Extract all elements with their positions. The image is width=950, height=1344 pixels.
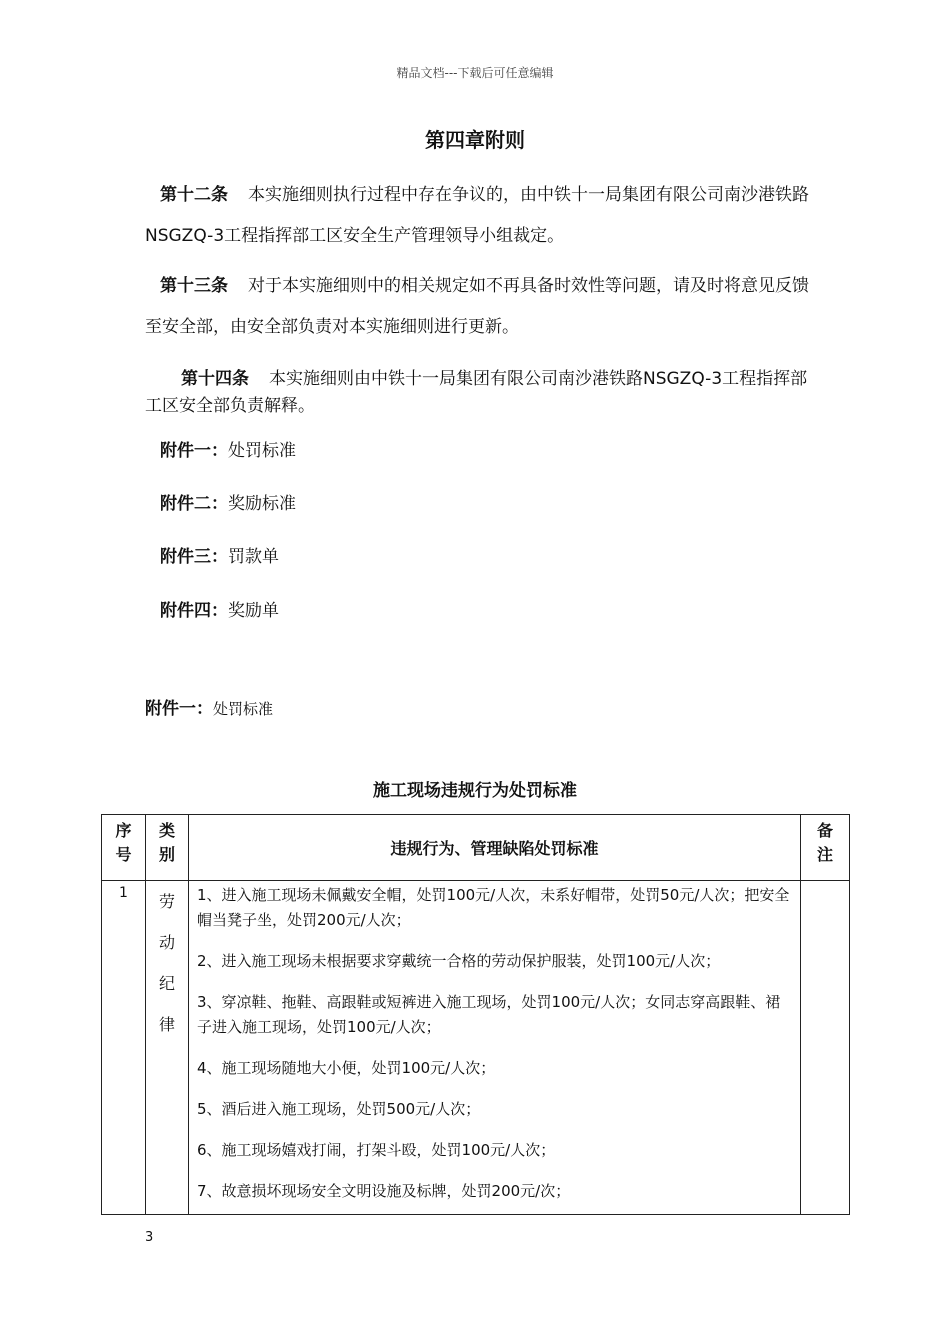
header-seq-line: 序	[115, 821, 132, 840]
page-header-note: 精品文档---下载后可任意编辑	[396, 66, 554, 80]
chapter-title: 第四章附则	[425, 128, 525, 152]
article-13-text: 对于本实施细则中的相关规定如不再具备时效性等问题，请及时将意见反馈至安全部，由安全部负责对本实施细则进行更新。	[145, 276, 809, 337]
header-remark-line: 备	[816, 821, 833, 840]
table-header-row	[102, 815, 850, 881]
table-title: 施工现场违规行为处罚标准	[373, 781, 577, 801]
article-12-text: 本实施细则执行过程中存在争议的，由中铁十一局集团有限公司南沙港铁路NSGZQ-3工程指挥部工区安全生产管理领导小组裁定。	[145, 185, 809, 246]
attachment-label: 附件一：	[160, 441, 228, 461]
article-13-label: 第十三条	[160, 276, 228, 296]
attachment-item	[160, 489, 296, 514]
attachment-heading	[145, 694, 273, 719]
attachment-label: 附件二：	[160, 494, 228, 514]
page-number: 3	[145, 1230, 154, 1245]
penalty-item: 2、进入施工现场未根据要求穿戴统一合格的劳动保护服装，处罚100元/人次；	[197, 952, 721, 970]
penalty-item: 3、穿凉鞋、拖鞋、高跟鞋或短裤进入施工现场，处罚100元/人次；女同志穿高跟鞋、裙子进入施工现场，处罚100元/人次；	[197, 993, 781, 1036]
article-12-label: 第十二条	[160, 185, 228, 205]
row-penalty-items	[189, 881, 801, 1215]
category-char: 动	[158, 933, 175, 952]
penalty-item: 4、施工现场随地大小便，处罚100元/人次；	[197, 1059, 496, 1077]
header-content: 违规行为、管理缺陷处罚标准	[189, 815, 801, 881]
attachment-heading-label: 附件一：	[145, 699, 213, 719]
attachment-name: 处罚标准	[228, 441, 296, 461]
attachment-name: 奖励单	[228, 601, 279, 621]
table-row	[102, 881, 850, 1215]
row-seq: 1	[102, 881, 146, 1215]
penalty-item: 1、进入施工现场未佩戴安全帽，处罚100元/人次，未系好帽带，处罚50元/人次；把安全帽当凳子坐，处罚200元/人次；	[197, 886, 790, 929]
header-remark-line: 注	[816, 845, 833, 864]
article-12	[145, 175, 815, 257]
category-char: 律	[158, 1015, 175, 1034]
attachment-label: 附件四：	[160, 601, 228, 621]
header-category-line: 类	[158, 821, 175, 840]
header-remark	[801, 815, 850, 881]
attachment-name: 罚款单	[228, 547, 279, 567]
header-seq-line: 号	[115, 845, 132, 864]
penalty-item: 5、酒后进入施工现场，处罚500元/人次；	[197, 1100, 481, 1118]
category-char: 劳	[158, 892, 175, 911]
article-14-label: 第十四条	[181, 369, 249, 389]
attachment-item	[160, 596, 279, 621]
attachment-heading-name: 处罚标准	[213, 700, 274, 718]
header-category	[146, 815, 189, 881]
row-remark	[801, 881, 850, 1215]
attachment-item	[160, 436, 296, 461]
penalty-item: 7、故意损坏现场安全文明设施及标牌，处罚200元/次；	[197, 1182, 571, 1200]
penalty-table	[101, 814, 850, 1215]
penalty-item: 6、施工现场嬉戏打闹，打架斗殴，处罚100元/人次；	[197, 1141, 556, 1159]
attachment-label: 附件三：	[160, 547, 228, 567]
attachment-name: 奖励标准	[228, 494, 296, 514]
article-14-text: 本实施细则由中铁十一局集团有限公司南沙港铁路NSGZQ-3工程指挥部工区安全部负责解释。	[145, 369, 808, 416]
category-char: 纪	[158, 974, 175, 993]
article-14	[145, 366, 815, 420]
article-13	[145, 266, 815, 348]
header-seq	[102, 815, 146, 881]
row-category	[146, 881, 189, 1215]
header-category-line: 别	[158, 845, 175, 864]
attachment-item	[160, 542, 279, 567]
